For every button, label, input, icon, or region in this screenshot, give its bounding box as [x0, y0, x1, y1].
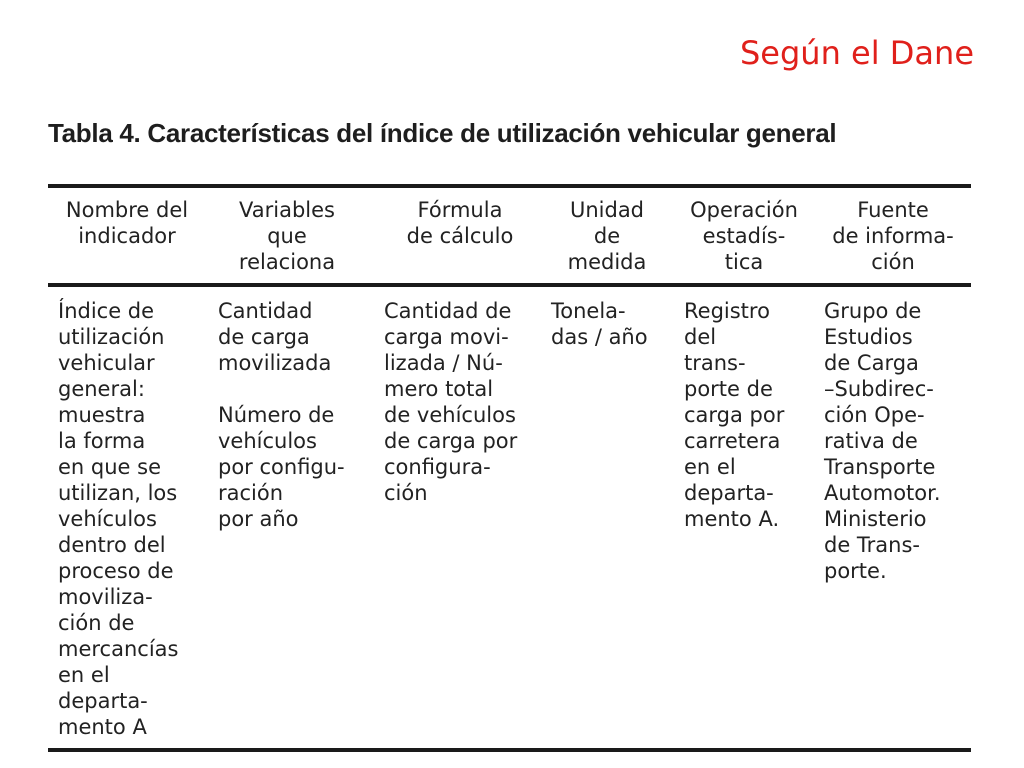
column-header-variables: Variables que relaciona — [238, 198, 336, 274]
table-caption: Tabla 4. Características del índice de utilización vehicular general — [48, 118, 837, 148]
table-cell-unidad: Tonela- das / año — [551, 299, 648, 349]
source-title: Según el Dane — [739, 34, 974, 72]
table-bottom-rule — [48, 748, 971, 752]
column-header-unidad: Unidad de medida — [567, 198, 647, 274]
column-header-fuente: Fuente de informa- ción — [832, 198, 954, 274]
table-cell-variables: Cantidad de carga movilizada Número de vehículos por configu- ración por año — [218, 299, 345, 531]
table-cell-operacion: Registro del trans- porte de carga por carretera en el departa- mento A. — [684, 299, 785, 531]
column-header-nombre: Nombre del indicador — [65, 198, 189, 248]
column-header-operacion: Operación estadís- tica — [690, 198, 798, 274]
table-top-rule — [48, 184, 971, 188]
column-header-formula: Fórmula de cálculo — [406, 198, 514, 248]
table-cell-fuente: Grupo de Estudios de Carga –Subdirec- ción Ope- rativa de Transporte Automotor. Ministerio de Trans- porte. — [824, 299, 941, 583]
table-cell-nombre: Índice de utilización vehicular general: muestra la forma en que se utilizan, los vehículos dentro del proceso de moviliza- ción de mercancías en el departa- mento A — [58, 299, 179, 739]
table-header-rule — [48, 283, 971, 287]
table-cell-formula: Cantidad de carga movi- lizada / Nú- mero total de vehículos de carga por configura- ción — [384, 299, 518, 505]
